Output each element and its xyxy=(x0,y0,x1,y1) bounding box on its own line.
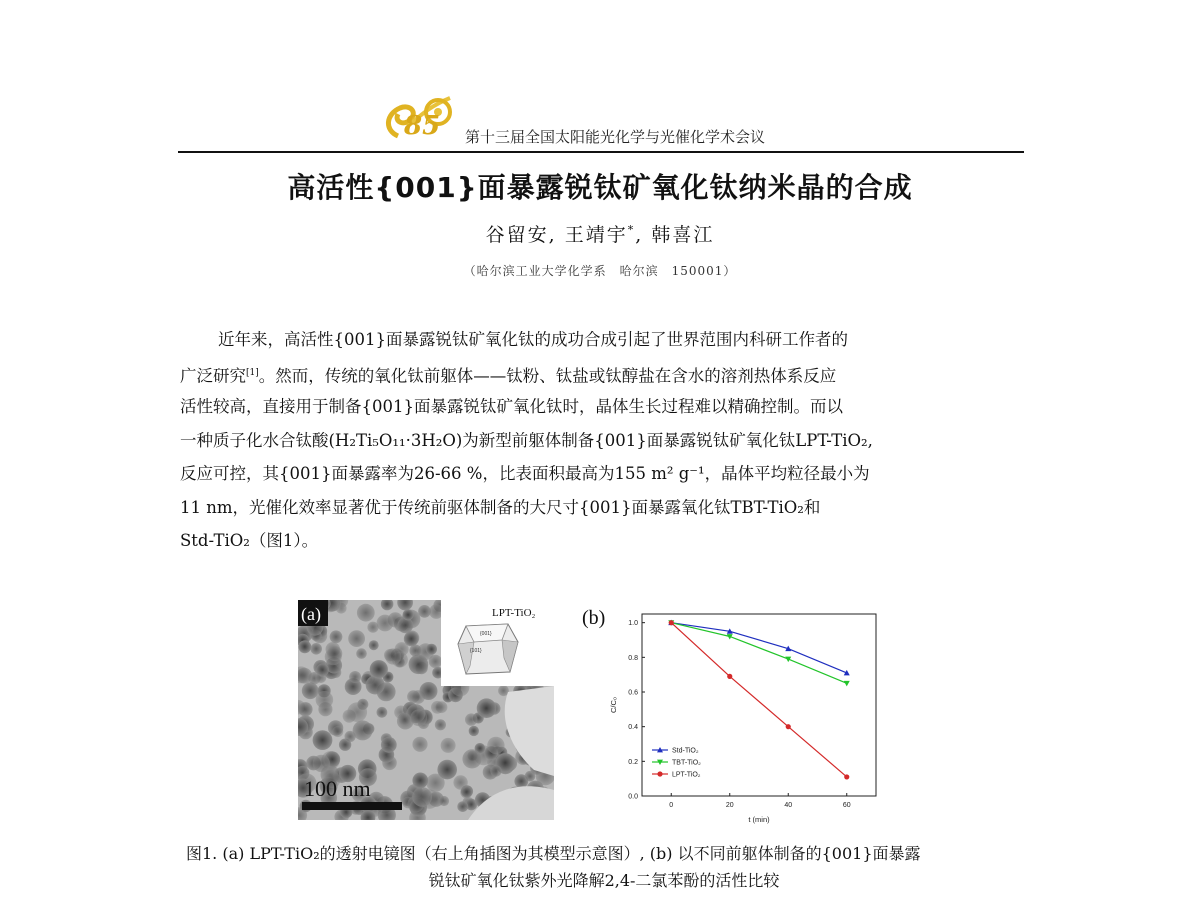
nanoparticle xyxy=(439,796,449,806)
nanoparticle xyxy=(370,660,388,678)
nanoparticle xyxy=(332,726,343,737)
x-tick-label: 0 xyxy=(669,802,674,809)
nanoparticle xyxy=(469,726,479,736)
legend-label: Std-TiO₂ xyxy=(672,747,699,755)
nanoparticle xyxy=(381,737,397,753)
nanoparticle xyxy=(435,719,446,730)
nanoparticle xyxy=(426,644,437,655)
nanoparticle xyxy=(437,760,457,780)
body-line-text: 一种质子化水合钛酸(H₂Ti₅O₁₁·3H₂O)为新型前躯体制备{001}面暴露锐钛矿氧化钛LPT-TiO₂, xyxy=(180,430,873,450)
nanoparticle xyxy=(385,648,401,664)
author-names-tail: , 韩喜江 xyxy=(635,224,715,246)
data-point xyxy=(844,774,849,779)
nanoparticle xyxy=(399,713,411,725)
nanoparticle xyxy=(349,671,361,683)
corresponding-mark: * xyxy=(627,223,636,237)
header-rule xyxy=(178,151,1024,153)
y-tick-label: 0.6 xyxy=(628,689,638,697)
nanoparticle xyxy=(487,737,504,754)
conference-logo xyxy=(380,86,470,144)
scale-bar xyxy=(302,802,402,810)
nanoparticle xyxy=(457,801,468,812)
nanoparticle xyxy=(409,655,429,675)
nanoparticle xyxy=(353,720,373,740)
nanoparticle xyxy=(403,609,414,620)
panel-a-label: (a) xyxy=(301,604,321,624)
nanoparticle xyxy=(412,737,427,752)
nanoparticle xyxy=(412,773,428,789)
nanoparticle xyxy=(477,698,497,718)
facet-001-label: {001} xyxy=(480,631,492,637)
panel-b-label: (b) xyxy=(582,607,606,629)
nanoparticle xyxy=(302,682,319,699)
body-line xyxy=(180,390,1024,424)
nanoparticle xyxy=(298,640,311,653)
plot-frame xyxy=(642,614,876,796)
x-tick-label: 40 xyxy=(784,802,793,809)
author-names: 谷留安, 王靖宇 xyxy=(485,224,628,246)
series-line xyxy=(671,623,847,684)
inset-label: LPT-TiO₂ xyxy=(492,607,536,619)
nanoparticle xyxy=(418,605,431,618)
y-axis-label: C/C₀ xyxy=(609,696,618,714)
body-line xyxy=(180,491,1024,525)
body-line-text: 活性较高，直接用于制备{001}面暴露锐钛矿氧化钛时，晶体生长过程难以精确控制。而以 xyxy=(180,397,843,416)
nanoparticle xyxy=(356,648,367,659)
legend-label: LPT-TiO₂ xyxy=(672,771,701,779)
nanoparticle xyxy=(316,664,329,677)
data-point xyxy=(844,681,850,686)
legend-label: TBT-TiO₂ xyxy=(672,759,701,767)
crystal-model-icon xyxy=(458,624,518,674)
citation-ref: [1] xyxy=(246,367,259,378)
nanoparticle xyxy=(366,676,385,695)
nanoparticle xyxy=(327,646,342,661)
body-line xyxy=(180,357,1024,391)
body-line-text: 近年来，高活性{001}面暴露锐钛矿氧化钛的成功合成引起了世界范围内科研工作者的 xyxy=(218,330,848,349)
nanoparticle xyxy=(377,707,388,718)
body-line-text: Std-TiO₂（图1）。 xyxy=(180,531,319,550)
body-line xyxy=(180,323,1024,357)
nanoparticle xyxy=(310,643,322,655)
nanoparticle xyxy=(410,709,427,726)
logo-text: 85 xyxy=(404,111,441,141)
scale-bar-label: 100 nm xyxy=(304,776,371,801)
nanoparticle xyxy=(313,730,333,750)
nanoparticle xyxy=(347,702,367,722)
body-line-text: 广泛研究 xyxy=(180,366,246,385)
nanoparticle xyxy=(298,702,312,716)
body-line-text: 。然而，传统的氧化钛前躯体——钛粉、钛盐或钛醇盐在含水的溶剂热体系反应 xyxy=(258,366,837,385)
data-point xyxy=(727,674,732,679)
paper-authors xyxy=(0,220,1200,247)
x-tick-label: 60 xyxy=(842,802,851,809)
figure-caption xyxy=(186,840,1022,894)
body-line-text: 11 nm，光催化效率显著优于传统前驱体制备的大尺寸{001}面暴露氧化钛TBT-TiO₂和 xyxy=(180,497,821,517)
abstract-paragraph xyxy=(180,323,1024,558)
tem-micrograph xyxy=(298,600,554,820)
facet-101-label: {101} xyxy=(470,648,482,654)
nanoparticle xyxy=(330,630,343,643)
nanoparticle xyxy=(316,691,334,709)
nanoparticle xyxy=(465,713,477,725)
nanoparticle xyxy=(460,786,472,798)
degradation-chart xyxy=(580,600,910,830)
paper-title: 高活性{001}面暴露锐钛矿氧化钛纳米晶的合成 xyxy=(287,171,913,204)
body-line-text: 反应可控，其{001}面暴露率为26-66 %，比表面积最高为155 m² g⁻¹，晶体平均粒径最小为 xyxy=(180,464,870,483)
affiliation: （哈尔滨工业大学化学系 哈尔滨 150001） xyxy=(463,264,737,278)
nanoparticle xyxy=(377,615,394,632)
caption-line-2: 锐钛矿氧化钛紫外光降解2,4-二氯苯酚的活性比较 xyxy=(428,871,780,890)
data-point xyxy=(786,724,791,729)
nanoparticle xyxy=(313,755,330,772)
y-tick-label: 0.0 xyxy=(628,793,638,801)
nanoparticle xyxy=(429,655,442,668)
x-axis-label: t (min) xyxy=(748,815,770,824)
nanoparticle xyxy=(348,630,365,647)
nanoparticle xyxy=(441,738,456,753)
caption-line-1: 图1. (a) LPT-TiO₂的透射电镜图（右上角插图为其模型示意图）, (b) 以不同前躯体制备的{001}面暴露 xyxy=(186,844,921,863)
body-line xyxy=(180,424,1024,458)
nanoparticle xyxy=(420,682,438,700)
nanoparticle xyxy=(412,787,432,807)
nanoparticle xyxy=(357,604,375,622)
nanoparticle xyxy=(369,640,379,650)
nanoparticle xyxy=(462,749,481,768)
nanoparticle xyxy=(490,765,501,776)
y-tick-label: 0.2 xyxy=(628,758,638,766)
y-tick-label: 0.4 xyxy=(628,724,638,732)
body-line xyxy=(180,524,1024,558)
nanoparticle xyxy=(409,645,421,657)
data-point xyxy=(669,620,674,625)
nanoparticle xyxy=(431,701,444,714)
y-tick-label: 1.0 xyxy=(628,620,638,628)
body-line xyxy=(180,457,1024,491)
conference-name: 第十三届全国太阳能光化学与光催化学术会议 xyxy=(465,128,766,146)
x-tick-label: 20 xyxy=(725,802,734,809)
y-tick-label: 0.8 xyxy=(628,654,638,662)
legend-marker xyxy=(657,771,662,776)
nanoparticle xyxy=(367,622,378,633)
nanoparticle xyxy=(404,632,419,647)
